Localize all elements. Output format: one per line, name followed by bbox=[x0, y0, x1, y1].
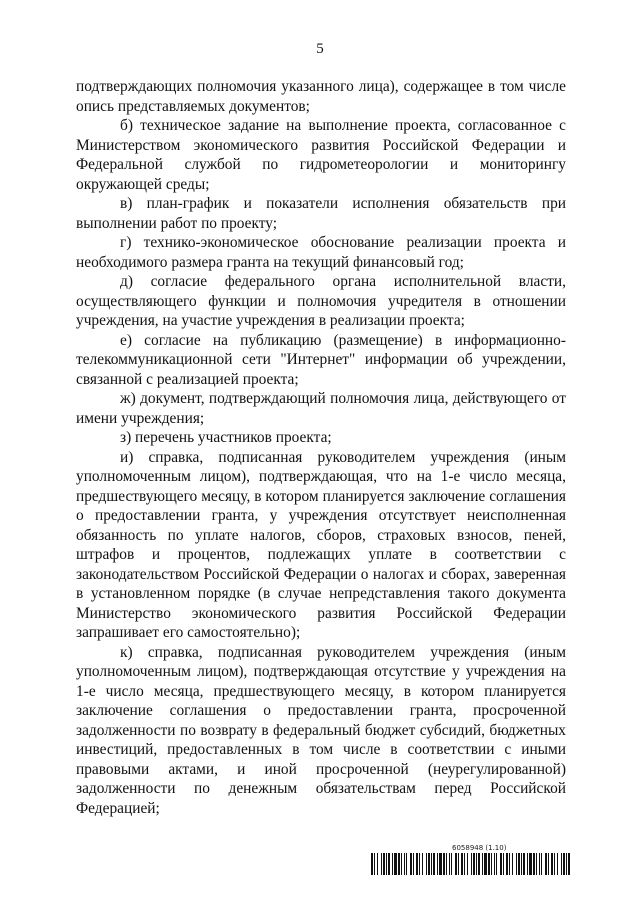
list-item-b: б) техническое задание на выполнение проекта, согласованное с Министерством экономического развития Российской Федерации и Федеральной службой по гидрометеорологии и мониторингу окружающей среды; bbox=[76, 117, 566, 193]
list-item-g: г) технико-экономическое обоснование реализации проекта и необходимого размера гранта на текущий финансовый год; bbox=[76, 234, 566, 271]
list-item-d: д) согласие федерального органа исполнительной власти, осуществляющего функции и полномочия учредителя в отношении учреждения, на участие учреждения в реализации проекта; bbox=[76, 273, 566, 329]
list-item-k: к) справка, подписанная руководителем учреждения (иным уполномоченным лицом), подтверждающая отсутствие у учреждения на 1-е число месяца, предшествующего месяцу, в котором планируется заключение соглашения о предоставлении гранта, просроченной задолженности по возврату в федеральный бюджет субсидий, бюджетных инвестиций, предоставленных в том числе в соответствии с иными правовыми актами, и иной просроченной (неурегулированной) задолженности по денежным обязательствам перед Российской Федерацией; bbox=[76, 643, 566, 817]
paragraph-continuation: подтверждающих полномочия указанного лица), содержащее в том числе опись представляемых документов; bbox=[76, 78, 566, 115]
list-item-z: з) перечень участников проекта; bbox=[120, 429, 332, 446]
list-item-e: е) согласие на публикацию (размещение) в информационно-телекоммуникационной сети "Интернет" информации об учреждении, связанной с реализацией проекта; bbox=[76, 331, 566, 388]
barcode-icon bbox=[370, 853, 572, 875]
list-item-zh: ж) документ, подтверждающий полномочия лица, действующего от имени учреждения; bbox=[76, 390, 566, 427]
barcode-code: 6058948 (1.10) bbox=[452, 844, 507, 852]
document-body bbox=[76, 77, 566, 818]
list-item-v: в) план-график и показатели исполнения обязательств при выполнении работ по проекту; bbox=[76, 195, 566, 232]
page-number: 5 bbox=[316, 41, 324, 57]
list-item-i: и) справка, подписанная руководителем учреждения (иным уполномоченным лицом), подтверждающая, что на 1-е число месяца, предшествующего месяцу, в котором планируется заключение соглашения о предоставлении гранта, у учреждения отсутствует неисполненная обязанность по уплате налогов, сборов, страховых взносов, пеней, штрафов и процентов, подлежащих уплате в соответствии с законодательством Российской Федерации о налогах и сборах, заверенная в установленном порядке (в случае непредставления такого документа Министерство экономического развития Российской Федерации запрашивает его самостоятельно); bbox=[76, 448, 566, 641]
